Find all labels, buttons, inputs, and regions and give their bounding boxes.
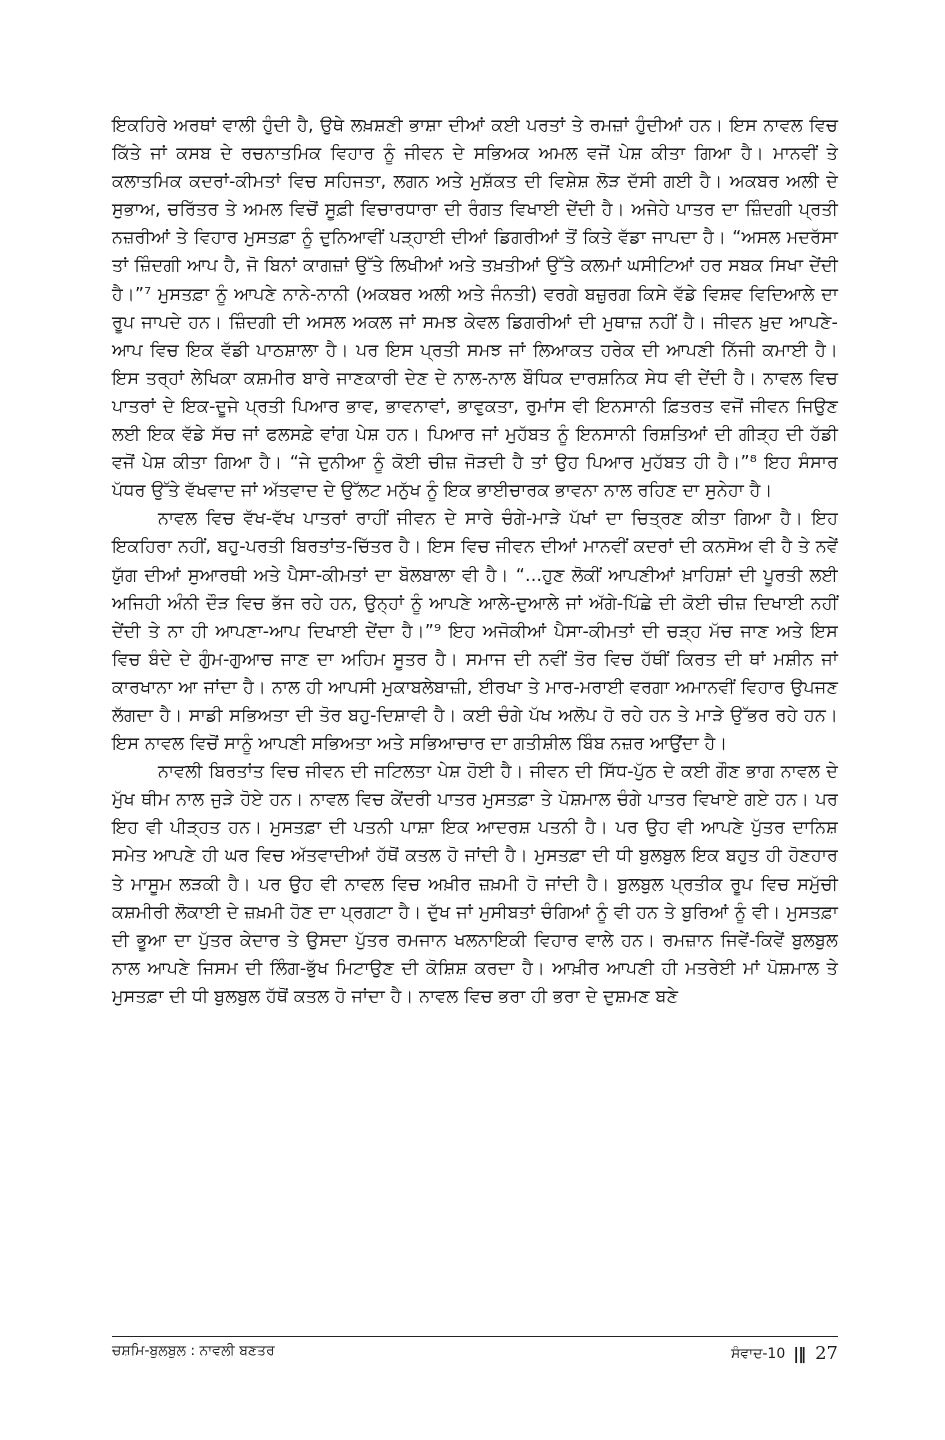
footer-separator: |‖	[793, 1344, 806, 1363]
journal-name: ਸੰਵਾਦ-10	[731, 1345, 786, 1362]
page-footer	[112, 1336, 838, 1371]
running-title: ਚਸ਼ਮਿ-ਬੁਲਬੁਲ : ਨਾਵਲੀ ਬਣਤਰ	[112, 1343, 275, 1359]
page-body	[112, 112, 838, 1011]
paragraph-3: ਨਾਵਲੀ ਬਿਰਤਾਂਤ ਵਿਚ ਜੀਵਨ ਦੀ ਜਟਿਲਤਾ ਪੇਸ਼ ਹੋਈ ਹੈ। ਜੀਵਨ ਦੀ ਸਿੱਧ-ਪੁੱਠ ਦੇ ਕਈ ਗੌਣ ਭਾਗ ਨਾਵਲ ਦੇ ਮੁੱਖ ਥੀਮ ਨਾਲ ਜੁੜੇ ਹੋਏ ਹਨ। ਨਾਵਲ ਵਿਚ ਕੇਂਦਰੀ ਪਾਤਰ ਮੁਸਤਫ਼ਾ ਤੇ ਪੋਸ਼ਮਾਲ ਚੰਗੇ ਪਾਤਰ ਵਿਖਾਏ ਗਏ ਹਨ। ਪਰ ਇਹ ਵੀ ਪੀੜ੍ਹਤ ਹਨ। ਮੁਸਤਫ਼ਾ ਦੀ ਪਤਨੀ ਪਾਸ਼ਾ ਇਕ ਆਦਰਸ਼ ਪਤਨੀ ਹੈ। ਪਰ ਉਹ ਵੀ ਆਪਣੇ ਪੁੱਤਰ ਦਾਨਿਸ਼ ਸਮੇਤ ਆਪਣੇ ਹੀ ਘਰ ਵਿਚ ਅੱਤਵਾਦੀਆਂ ਹੱਥੋਂ ਕਤਲ ਹੋ ਜਾਂਦੀ ਹੈ। ਮੁਸਤਫ਼ਾ ਦੀ ਧੀ ਬੁਲਬੁਲ ਇਕ ਬਹੁਤ ਹੀ ਹੋਣਹਾਰ ਤੇ ਮਾਸੂਮ ਲੜਕੀ ਹੈ। ਪਰ ਉਹ ਵੀ ਨਾਵਲ ਵਿਚ ਅਖ਼ੀਰ ਜ਼ਖ਼ਮੀ ਹੋ ਜਾਂਦੀ ਹੈ। ਬੁਲਬੁਲ ਪ੍ਰਤੀਕ ਰੂਪ ਵਿਚ ਸਮੁੱਚੀ ਕਸ਼ਮੀਰੀ ਲੋਕਾਈ ਦੇ ਜ਼ਖ਼ਮੀ ਹੋਣ ਦਾ ਪ੍ਰਗਟਾ ਹੈ। ਦੁੱਖ ਜਾਂ ਮੁਸੀਬਤਾਂ ਚੰਗਿਆਂ ਨੂੰ ਵੀ ਹਨ ਤੇ ਬੁਰਿਆਂ ਨੂੰ ਵੀ। ਮੁਸਤਫ਼ਾ ਦੀ ਭੂਆ ਦਾ ਪੁੱਤਰ ਕੇਦਾਰ ਤੇ ਉਸਦਾ ਪੁੱਤਰ ਰਮਜਾਨ ਖਲਨਾਇਕੀ ਵਿਹਾਰ ਵਾਲੇ ਹਨ। ਰਮਜ਼ਾਨ ਜਿਵੇਂ-ਕਿਵੇਂ ਬੁਲਬੁਲ ਨਾਲ ਆਪਣੇ ਜਿਸਮ ਦੀ ਲਿੰਗ-ਭੁੱਖ ਮਿਟਾਉਣ ਦੀ ਕੋਸ਼ਿਸ਼ ਕਰਦਾ ਹੈ। ਆਖ਼ੀਰ ਆਪਣੀ ਹੀ ਮਤਰੇਈ ਮਾਂ ਪੋਸ਼ਮਾਲ ਤੇ ਮੁਸਤਫ਼ਾ ਦੀ ਧੀ ਬੁਲਬੁਲ ਹੱਥੋਂ ਕਤਲ ਹੋ ਜਾਂਦਾ ਹੈ। ਨਾਵਲ ਵਿਚ ਭਰਾ ਹੀ ਭਰਾ ਦੇ ਦੁਸ਼ਮਣ ਬਣੇ	[112, 762, 838, 1007]
paragraph-1: ਇਕਹਿਰੇ ਅਰਥਾਂ ਵਾਲੀ ਹੁੰਦੀ ਹੈ, ਉਥੇ ਲਖ਼ਸ਼ਣੀ ਭਾਸ਼ਾ ਦੀਆਂ ਕਈ ਪਰਤਾਂ ਤੇ ਰਮਜ਼ਾਂ ਹੁੰਦੀਆਂ ਹਨ। ਇਸ ਨਾਵਲ ਵਿਚ ਕਿੱਤੇ ਜਾਂ ਕਸਬ ਦੇ ਰਚਨਾਤਮਿਕ ਵਿਹਾਰ ਨੂੰ ਜੀਵਨ ਦੇ ਸਭਿਅਕ ਅਮਲ ਵਜੋਂ ਪੇਸ਼ ਕੀਤਾ ਗਿਆ ਹੈ। ਮਾਨਵੀਂ ਤੇ ਕਲਾਤਮਿਕ ਕਦਰਾਂ-ਕੀਮਤਾਂ ਵਿਚ ਸਹਿਜਤਾ, ਲਗਨ ਅਤੇ ਮੁਸ਼ੱਕਤ ਦੀ ਵਿਸ਼ੇਸ਼ ਲੋੜ ਦੱਸੀ ਗਈ ਹੈ। ਅਕਬਰ ਅਲੀ ਦੇ ਸੁਭਾਅ, ਚਰਿੱਤਰ ਤੇ ਅਮਲ ਵਿਚੋਂ ਸੂਫ਼ੀ ਵਿਚਾਰਧਾਰਾ ਦੀ ਰੰਗਤ ਵਿਖਾਈ ਦੇਂਦੀ ਹੈ। ਅਜੇਹੇ ਪਾਤਰ ਦਾ ਜ਼ਿੰਦਗੀ ਪ੍ਰਤੀ ਨਜ਼ਰੀਆਂ ਤੇ ਵਿਹਾਰ ਮੁਸਤਫ਼ਾ ਨੂੰ ਦੁਨਿਆਵੀਂ ਪੜ੍ਹਾਈ ਦੀਆਂ ਡਿਗਰੀਆਂ ਤੋਂ ਕਿਤੇ ਵੱਡਾ ਜਾਪਦਾ ਹੈ। “ਅਸਲ ਮਦਰੱਸਾ ਤਾਂ ਜ਼ਿੰਦਗੀ ਆਪ ਹੈ, ਜੋ ਬਿਨਾਂ ਕਾਗਜ਼ਾਂ ਉੱਤੇ ਲਿਖੀਆਂ ਅਤੇ ਤਖ਼ਤੀਆਂ ਉੱਤੇ ਕਲਮਾਂ ਘਸੀਟਿਆਂ ਹਰ ਸਬਕ ਸਿਖਾ ਦੇਂਦੀ ਹੈ।”⁷ ਮੁਸਤਫ਼ਾ ਨੂੰ ਆਪਣੇ ਨਾਨੇ-ਨਾਨੀ (ਅਕਬਰ ਅਲੀ ਅਤੇ ਜੰਨਤੀ) ਵਰਗੇ ਬਜ਼ੁਰਗ ਕਿਸੇ ਵੱਡੇ ਵਿਸ਼ਵ ਵਿਦਿਆਲੇ ਦਾ ਰੂਪ ਜਾਪਦੇ ਹਨ। ਜ਼ਿੰਦਗੀ ਦੀ ਅਸਲ ਅਕਲ ਜਾਂ ਸਮਝ ਕੇਵਲ ਡਿਗਰੀਆਂ ਦੀ ਮੁਥਾਜ਼ ਨਹੀਂ ਹੈ। ਜੀਵਨ ਖ਼ੁਦ ਆਪਣੇ-ਆਪ ਵਿਚ ਇਕ ਵੱਡੀ ਪਾਠਸ਼ਾਲਾ ਹੈ। ਪਰ ਇਸ ਪ੍ਰਤੀ ਸਮਝ ਜਾਂ ਲਿਆਕਤ ਹਰੇਕ ਦੀ ਆਪਣੀ ਨਿੱਜੀ ਕਮਾਈ ਹੈ। ਇਸ ਤਰ੍ਹਾਂ ਲੇਖਿਕਾ ਕਸ਼ਮੀਰ ਬਾਰੇ ਜਾਣਕਾਰੀ ਦੇਣ ਦੇ ਨਾਲ-ਨਾਲ ਬੌਧਿਕ ਦਾਰਸ਼ਨਿਕ ਸੇਧ ਵੀ ਦੇਂਦੀ ਹੈ। ਨਾਵਲ ਵਿਚ ਪਾਤਰਾਂ ਦੇ ਇਕ-ਦੂਜੇ ਪ੍ਰਤੀ ਪਿਆਰ ਭਾਵ, ਭਾਵਨਾਵਾਂ, ਭਾਵੁਕਤਾ, ਰੁਮਾਂਸ ਵੀ ਇਨਸਾਨੀ ਫ਼ਿਤਰਤ ਵਜੋਂ ਜੀਵਨ ਜਿਉਣ ਲਈ ਇਕ ਵੱਡੇ ਸੱਚ ਜਾਂ ਫਲਸਫ਼ੇ ਵਾਂਗ ਪੇਸ਼ ਹਨ। ਪਿਆਰ ਜਾਂ ਮੁਹੱਬਤ ਨੂੰ ਇਨਸਾਨੀ ਰਿਸ਼ਤਿਆਂ ਦੀ ਗੀੜ੍ਹ ਦੀ ਹੱਡੀ ਵਜੋਂ ਪੇਸ਼ ਕੀਤਾ ਗਿਆ ਹੈ। “ਜੇ ਦੁਨੀਆ ਨੂੰ ਕੋਈ ਚੀਜ਼ ਜੋੜਦੀ ਹੈ ਤਾਂ ਉਹ ਪਿਆਰ ਮੁਹੱਬਤ ਹੀ ਹੈ।”⁸ ਇਹ ਸੰਸਾਰ ਪੱਧਰ ਉੱਤੇ ਵੱਖਵਾਦ ਜਾਂ ਅੱਤਵਾਦ ਦੇ ਉੱਲਟ ਮਨੁੱਖ ਨੂੰ ਇਕ ਭਾਈਚਾਰਕ ਭਾਵਨਾ ਨਾਲ ਰਹਿਣ ਦਾ ਸੁਨੇਹਾ ਹੈ।	[112, 116, 838, 502]
footer-page-info	[731, 1343, 838, 1364]
page-number: 27	[815, 1343, 838, 1364]
paragraph-2: ਨਾਵਲ ਵਿਚ ਵੱਖ-ਵੱਖ ਪਾਤਰਾਂ ਰਾਹੀਂ ਜੀਵਨ ਦੇ ਸਾਰੇ ਚੰਗੇ-ਮਾੜੇ ਪੱਖਾਂ ਦਾ ਚਿਤ੍ਰਣ ਕੀਤਾ ਗਿਆ ਹੈ। ਇਹ ਇਕਹਿਰਾ ਨਹੀਂ, ਬਹੁ-ਪਰਤੀ ਬਿਰਤਾਂਤ-ਚਿੱਤਰ ਹੈ। ਇਸ ਵਿਚ ਜੀਵਨ ਦੀਆਂ ਮਾਨਵੀਂ ਕਦਰਾਂ ਦੀ ਕਨਸੋਅ ਵੀ ਹੈ ਤੇ ਨਵੇਂ ਯੁੱਗ ਦੀਆਂ ਸੁਆਰਥੀ ਅਤੇ ਪੈਸਾ-ਕੀਮਤਾਂ ਦਾ ਬੋਲਬਾਲਾ ਵੀ ਹੈ। “...ਹੁਣ ਲੋਕੀਂ ਆਪਣੀਆਂ ਖ਼ਾਹਿਸ਼ਾਂ ਦੀ ਪੂਰਤੀ ਲਈ ਅਜਿਹੀ ਅੰਨੀ ਦੌੜ ਵਿਚ ਭੱਜ ਰਹੇ ਹਨ, ਉਨ੍ਹਾਂ ਨੂੰ ਆਪਣੇ ਆਲੇ-ਦੁਆਲੇ ਜਾਂ ਅੱਗੇ-ਪਿੱਛੇ ਦੀ ਕੋਈ ਚੀਜ਼ ਦਿਖਾਈ ਨਹੀਂ ਦੇਂਦੀ ਤੇ ਨਾ ਹੀ ਆਪਣਾ-ਆਪ ਦਿਖਾਈ ਦੇਂਦਾ ਹੈ।”⁹ ਇਹ ਅਜੋਕੀਆਂ ਪੈਸਾ-ਕੀਮਤਾਂ ਦੀ ਚੜ੍ਹ ਮੱਚ ਜਾਣ ਅਤੇ ਇਸ ਵਿਚ ਬੰਦੇ ਦੇ ਗੁੰਮ-ਗੁਆਚ ਜਾਣ ਦਾ ਅਹਿਮ ਸੂਤਰ ਹੈ। ਸਮਾਜ ਦੀ ਨਵੀਂ ਤੋਰ ਵਿਚ ਹੱਥੀਂ ਕਿਰਤ ਦੀ ਥਾਂ ਮਸ਼ੀਨ ਜਾਂ ਕਾਰਖਾਨਾ ਆ ਜਾਂਦਾ ਹੈ। ਨਾਲ ਹੀ ਆਪਸੀ ਮੁਕਾਬਲੇਬਾਜ਼ੀ, ਈਰਖਾ ਤੇ ਮਾਰ-ਮਰਾਈ ਵਰਗਾ ਅਮਾਨਵੀਂ ਵਿਹਾਰ ਉਪਜਣ ਲੱਗਦਾ ਹੈ। ਸਾਡੀ ਸਭਿਅਤਾ ਦੀ ਤੋਰ ਬਹੁ-ਦਿਸ਼ਾਵੀ ਹੈ। ਕਈ ਚੰਗੇ ਪੱਖ ਅਲੋਪ ਹੋ ਰਹੇ ਹਨ ਤੇ ਮਾੜੇ ਉੱਭਰ ਰਹੇ ਹਨ। ਇਸ ਨਾਵਲ ਵਿਚੋਂ ਸਾਨੂੰ ਆਪਣੀ ਸਭਿਅਤਾ ਅਤੇ ਸਭਿਆਚਾਰ ਦਾ ਗਤੀਸ਼ੀਲ ਬਿੰਬ ਨਜ਼ਰ ਆਉਂਦਾ ਹੈ।	[112, 509, 838, 755]
